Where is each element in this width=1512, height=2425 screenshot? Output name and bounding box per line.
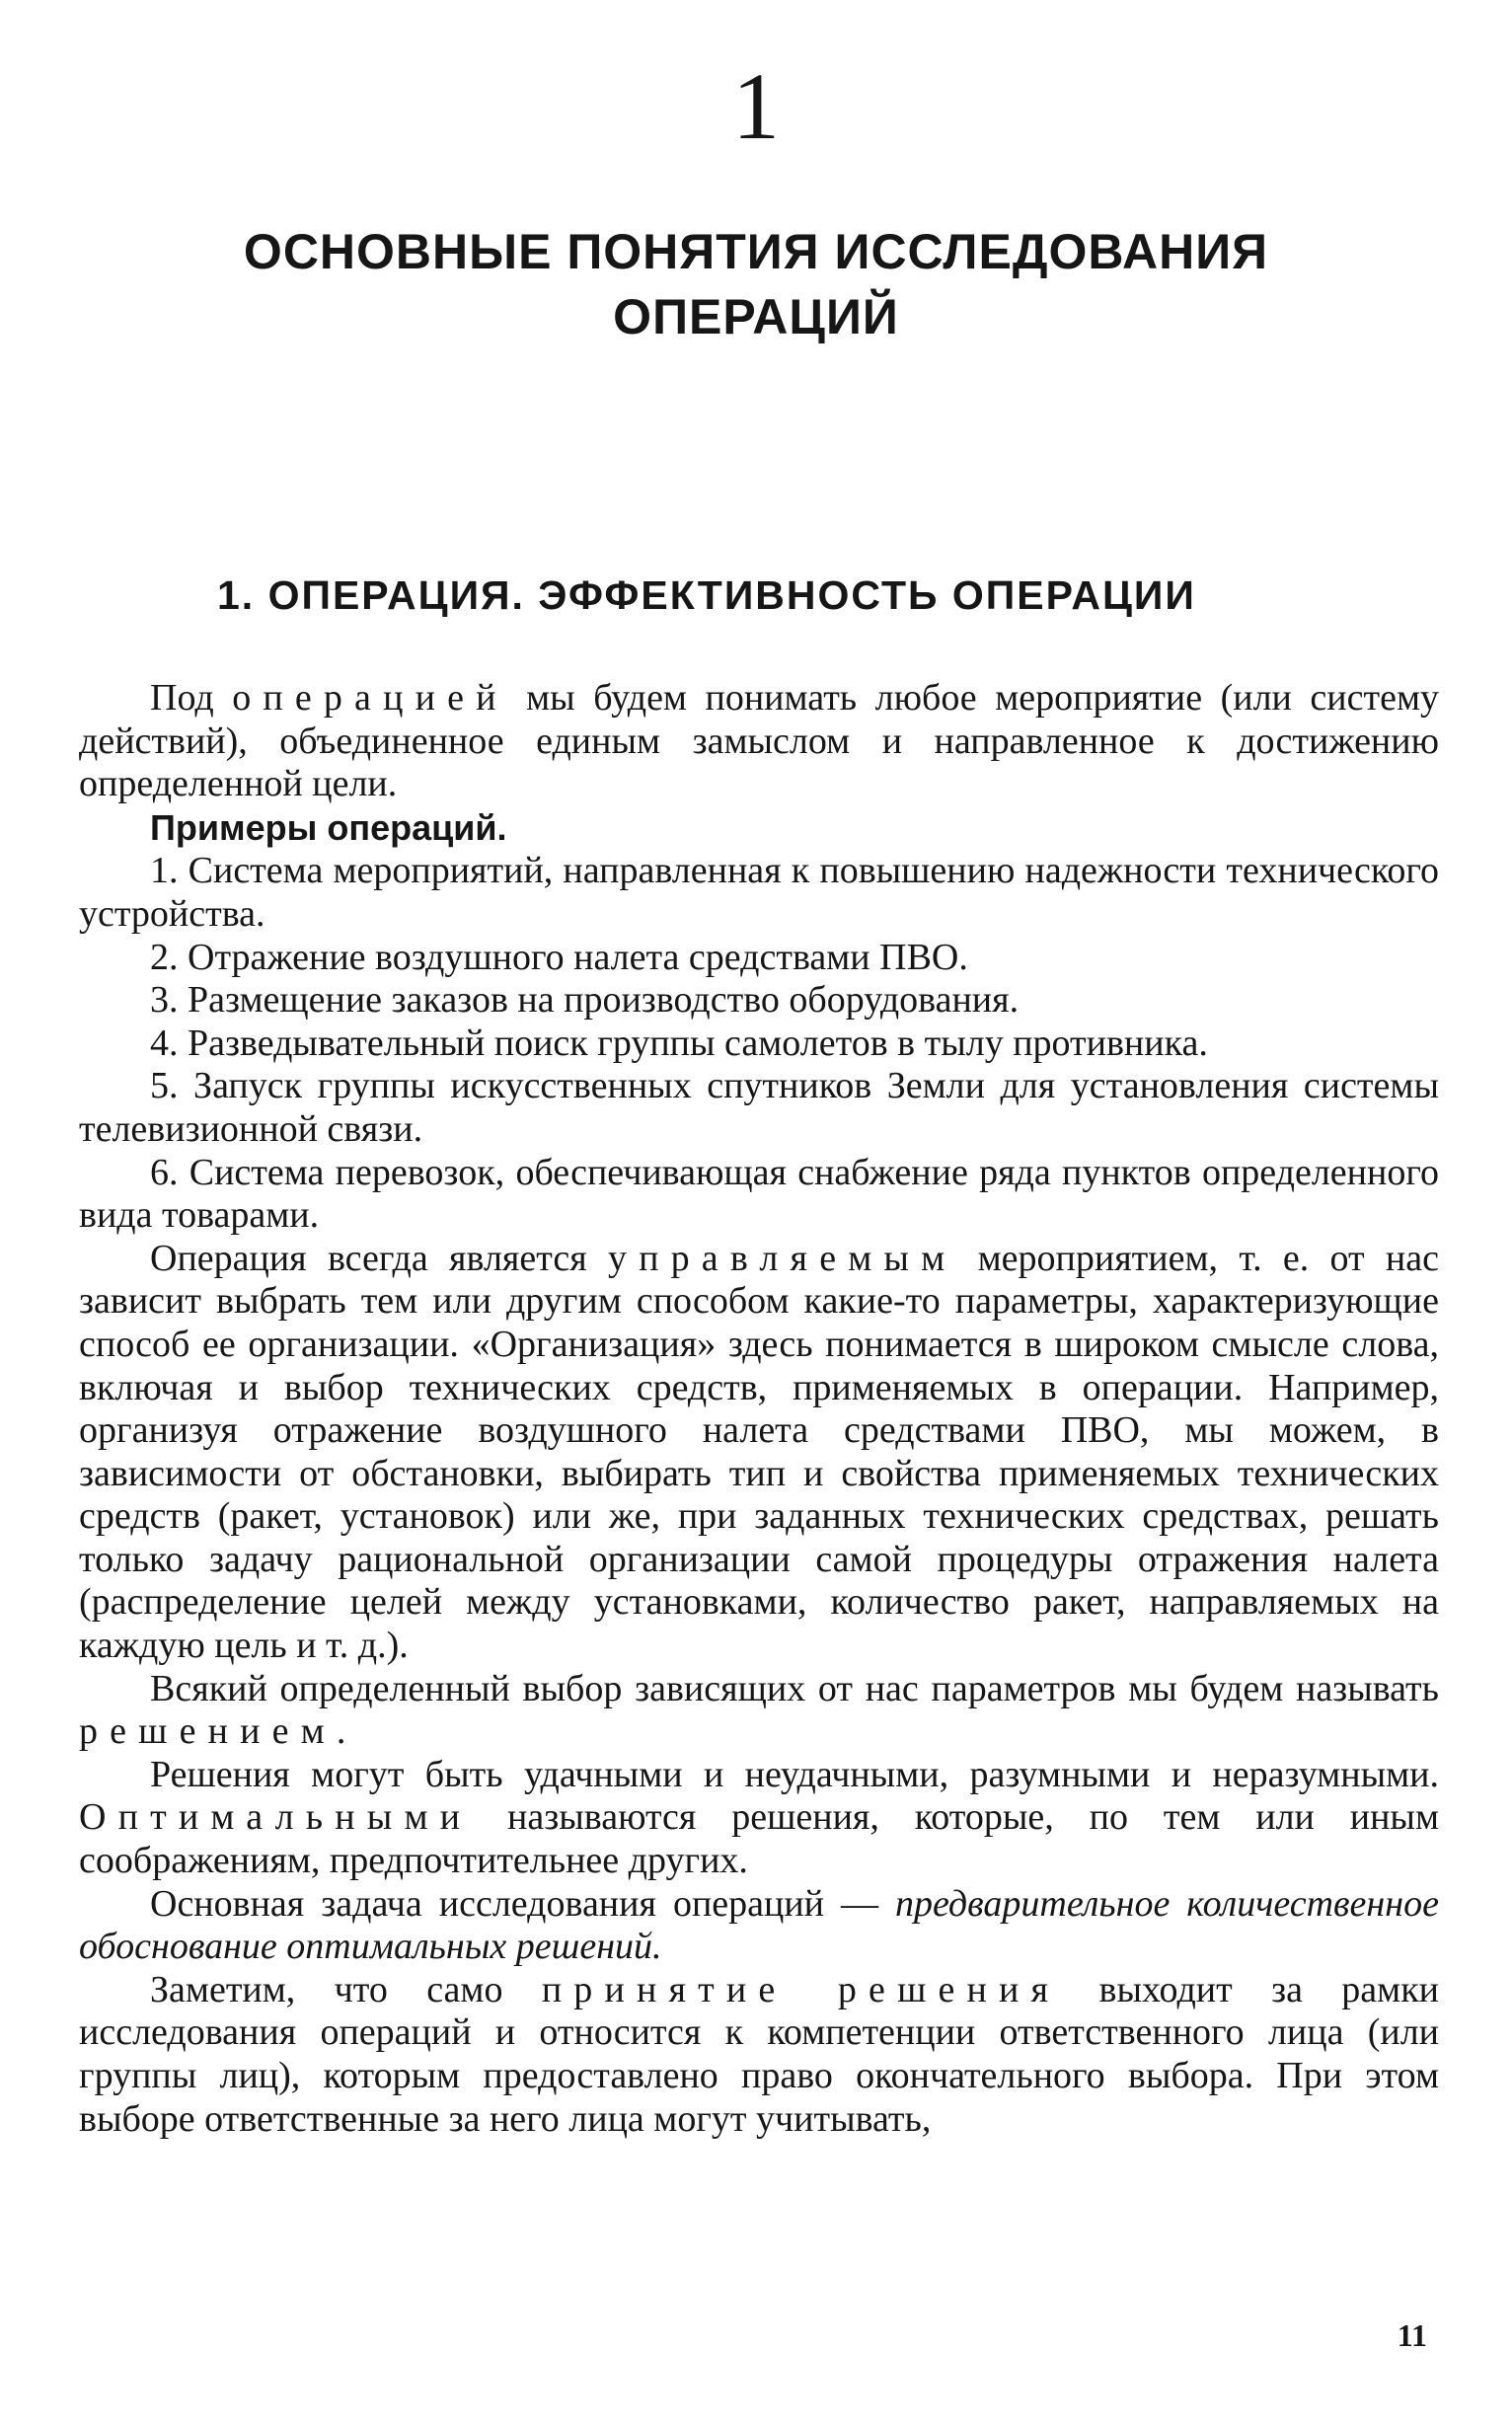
section-heading: 1. ОПЕРАЦИЯ. ЭФФЕКТИВНОСТЬ ОПЕРАЦИИ [217,572,1196,618]
spaced-term: операцией [232,677,508,719]
paragraph-decision: Всякий определенный выбор зависящих от нас параметров мы будем называть решением. [79,1667,1439,1753]
spaced-term: принятие решения [541,1968,1061,2010]
spaced-term: Оптимальными [79,1796,473,1839]
chapter-number: 1 [732,53,780,159]
example-item: 4. Разведывательный поиск группы самолетов в тылу противника. [150,1022,1208,1064]
paragraph-optimal: Решения могут быть удачными и неудачными, разумными и неразумными. Оптимальными называются решения, которые, по тем или иным соображениям, предпочтительнее других. [79,1753,1439,1882]
page-number: 11 [1397,2317,1427,2353]
spaced-term: решением [79,1710,337,1753]
paragraph-managed-operation: Операция всегда является управляемым мероприятием, т. е. от нас зависит выбрать тем или другим способом какие-то параметры, характеризующие способ ее организации. «Организация» здесь понимается в широком смысле слова, включая и выбор технических средств, применяемых в операции. Например, организуя отражение воздушного налета средствами ПВО, мы можем, в зависимости от обстановки, выбирать тип и свойства применяемых технических средств (ракет, установок) или же, при заданных технических средствах, решать только задачу рациональной организации самой процедуры отражения налета (распределение целей между установками, количество ракет, направляемых на каждую цель и т. д.). [79,1237,1439,1667]
paragraph-decision-making: Заметим, что само принятие решения выходит за рамки исследования операций и относится к компетенции ответственного лица (или группы лиц), которым предоставлено право окончательного выбора. При этом выборе ответственные за него лица могут учитывать, [79,1968,1440,2140]
chapter-title [0,219,1512,349]
example-item: 5. Запуск группы искусственных спутников Земли для установления системы телевизионной связи. [79,1065,1439,1150]
paragraph-main-task: Основная задача исследования операций — предварительное количественное обоснование оптимальных решений. [79,1882,1439,1968]
italic-definition: предварительное количественное обоснование оптимальных решений. [79,1882,1439,1968]
example-item: 3. Размещение заказов на производство оборудования. [150,979,1020,1022]
body-text [79,677,1439,2141]
spaced-term: управляемым [607,1237,957,1279]
example-item: 1. Система мероприятий, направленная к повышению надежности технического устройства. [79,850,1439,935]
example-item: 6. Система перевозок, обеспечивающая снабжение ряда пунктов определенного вида товарами. [79,1151,1439,1237]
chapter-title-line-2: ОПЕРАЦИЙ [613,289,899,344]
example-item: 2. Отражение воздушного налета средствами ПВО. [150,936,968,978]
paragraph-operation-definition: Под операцией мы будем понимать любое мероприятие (или систему действий), объединенное единым замыслом и направленное к достижению определенной цели. [79,677,1439,805]
examples-heading: Примеры операций. [150,806,507,848]
chapter-title-line-1: ОСНОВНЫЕ ПОНЯТИЯ ИССЛЕДОВАНИЯ [243,224,1269,279]
